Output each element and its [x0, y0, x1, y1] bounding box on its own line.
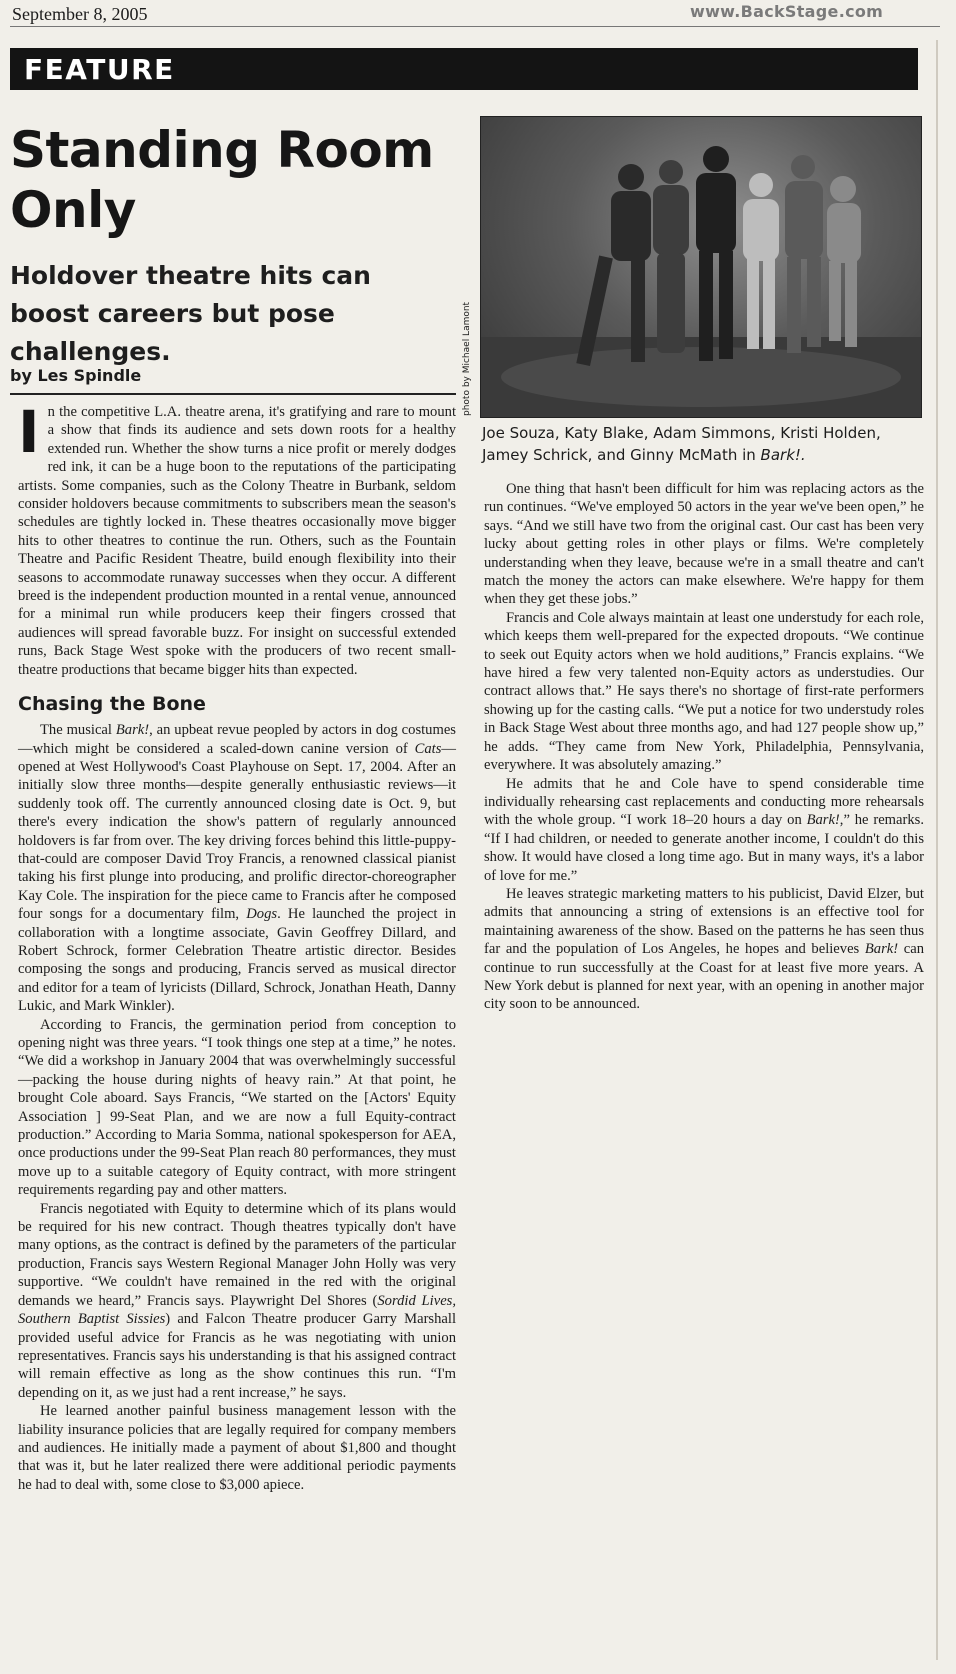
byline: by Les Spindle [10, 366, 142, 385]
paragraph-2: According to Francis, the germination period from conception to opening night was three years. “I took things one step at a time,” he notes. “We did a workshop in January 2004 that was overwhelmingly successful—packing the house during nights of heavy rain.” At that point, he brought Cole aboard. Says Francis, “We started on the [Actors' Equity Association ] 99-Seat Plan, and we are now a full Equity-contract production.” According to Maria Somma, national spokesperson for AEA, once productions under the 99-Seat Plan reach 80 performances, they must move up to a suitable category of Equity contract, with more stringent requirements regarding pay and other matters. [18, 1016, 456, 1199]
drop-cap: I [18, 398, 40, 466]
site-url[interactable]: www.BackStage.com [690, 2, 884, 21]
paragraph-3: Francis negotiated with Equity to determine which of its plans would be required for his new contract. Though theatres typically don't have many options, as the contract is defined by the parameters of the particular production, Francis says Western Regional Manager John Holly was very supportive. “We couldn't have remained in the red with the original demands we heard,” Francis says. Playwright Del Shores (Sordid Lives, Southern Baptist Sissies) and Falcon Theatre producer Garry Marshall provided useful advice for Francis as he was negotiating with union representatives. Francis says his understanding is that his assigned contract will remain effective as long as the show continues this run. “I'm depending on it, as we just had a rent increase,” he says. [18, 1200, 457, 1401]
byline-rule [10, 393, 456, 395]
paragraph-r3: He admits that he and Cole have to spend considerable time individually rehearsing cast replacements and conducting more rehearsals with the whole group. “I work 18–20 hours a day on Bark!,” he remarks. “If I had children, or needed to generate another income, I couldn't do this show. It would have closed a long time ago. But in many ways, it's a labor of love for me.” [484, 775, 924, 884]
section-subhead: Chasing the Bone [18, 693, 206, 716]
issue-date: September 8, 2005 [12, 4, 148, 24]
intro-paragraph [18, 398, 456, 679]
paragraph-r1: One thing that hasn't been difficult for him was replacing actors as the run continues. “We've employed 50 actors in the year we've been open,” he says. “And we still have two from the original cast. Our cast has been very lucky about getting roles in other plays or films. We're completely understanding when they leave, because we're in a small theatre and can't match the money the actors can make elsewhere. We're happy for them when they get these jobs.” [484, 481, 924, 608]
caption-show-title: Bark!. [760, 446, 806, 464]
intro-text: n the competitive L.A. theatre arena, it's gratifying and rare to mount a show that finds its audience and sets down roots for a healthy extended run. Whether the show turns a nice profit or merely dodges red ink, it can be a huge boon to the reputations of the participating artists. Some companies, such as the Colony Theatre in Burbank, seldom consider holdovers because commitments to subscribers mean the season's schedules are tightly locked in. These theatres occasionally move bigger hits to other theatres to continue the run. Others, such as the Fountain Theatre and Pacific Resident Theatre, build enough flexibility into their seasons to accommodate runaway successes when they occur. A different breed is the independent production mounted in a rental venue, announced for a minimal run while producers keep their fingers crossed that audiences will spread favorable buzz. For insight on successful extended runs, Back Stage West spoke with the producers of two recent small-theatre productions that became bigger hits than expected. [18, 404, 456, 678]
section-label: FEATURE [24, 53, 175, 86]
header-rule [10, 26, 940, 27]
paragraph-1: The musical Bark!, an upbeat revue peopled by actors in dog costumes—which might be considered a scaled-down canine version of Cats—opened at West Hollywood's Coast Playhouse on Sept. 17, 2004. After an initially slow three months—despite generally enthusiastic reviews—it suddenly took off. The currently announced closing date is Oct. 9, but there's every indication the show's pattern of regularly announced holdovers is far from over. The key driving forces behind this little-puppy-that-could are composer David Troy Francis, a renowned classical pianist taking his first plunge into producing, and prolific director-choreographer Kay Cole. The inspiration for the piece came to Francis after he composed four songs for a documentary film, Dogs. He launched the project in collaboration with a longtime associate, Gavin Geoffrey Dillard, and Robert Schrock, former Celebration Theatre artistic director. Besides composing the songs and producing, Francis served as musical director and editor for a team of lyricists (Dillard, Schrock, Jonathan Heath, Danny Lukic, and Mark Winkler). [18, 722, 456, 1015]
paragraph-r4: He leaves strategic marketing matters to his publicist, David Elzer, but admits that announcing a string of extensions is an effective tool for maintaining awareness of the show. Based on the patterns he has seen thus far and the population of Los Angeles, he hopes and believes Bark! can continue to run successfully at the Coast for at least five more years. A New York debut is planned for next year, with an opening in another major city soon to be announced. [484, 885, 924, 1013]
photo-caption [482, 422, 922, 466]
headline: Standing Room Only [10, 121, 434, 239]
article-column-left [18, 398, 457, 1494]
paragraph-r2: Francis and Cole always maintain at least one understudy for each role, which keeps them well-prepared for the expected dropouts. “We continue to seek out Equity actors when we hold auditions,” Francis explains. “We have hired a few very talented non-Equity actors as understudies. Our contract allows that.” He says there's no shortage of first-rate performers showing up for the casting calls. “We put a notice for two understudy roles in Back Stage West about three months ago, and had 127 people show up,” he adds. “They came from New York, Philadelphia, Pennsylvania, everywhere. It was absolutely amazing.” [484, 609, 924, 774]
cast-photo [480, 116, 922, 418]
section-banner [10, 48, 918, 90]
page-edge [936, 40, 938, 1660]
article-column-right [484, 480, 924, 1014]
paragraph-4: He learned another painful business management lesson with the liability insurance policies that are legally required for company members and audiences. He initially made a payment of about $1,800 and thought that was it, but he later realized there were additional periodic payments he had to deal with, some close to $3,000 apiece. [18, 1403, 456, 1493]
cast-photo-illustration [481, 117, 921, 417]
caption-names: Joe Souza, Katy Blake, Adam Simmons, Kristi Holden, Jamey Schrick, and Ginny McMath in [482, 424, 881, 464]
subheadline: Holdover theatre hits can boost careers but pose challenges. [10, 261, 371, 366]
photo-credit: photo by Michael Lamont [462, 301, 472, 416]
